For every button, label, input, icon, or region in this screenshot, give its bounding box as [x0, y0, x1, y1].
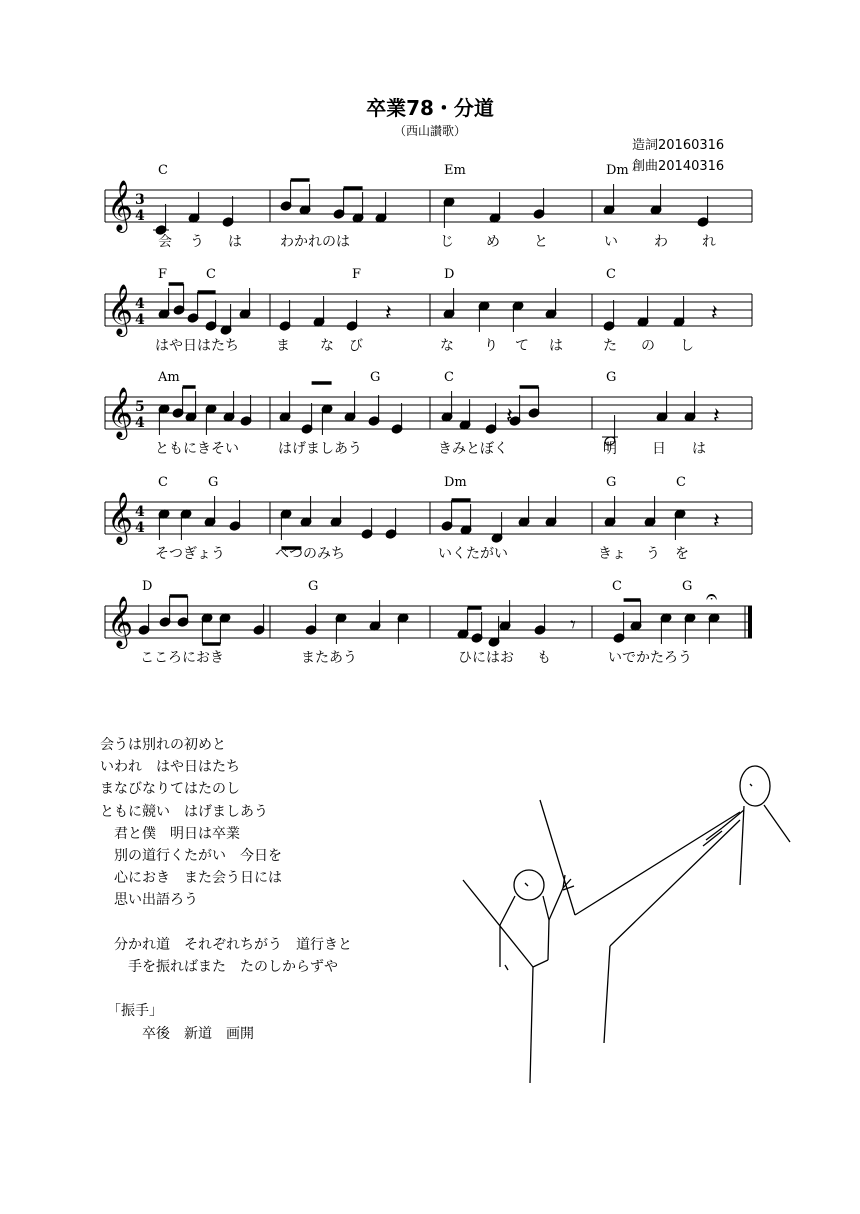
chord-symbol: Dm — [444, 475, 467, 490]
final-barline-thick — [748, 606, 752, 638]
lyric-syllable: び — [349, 338, 363, 354]
lyric-syllable: な — [320, 338, 334, 354]
lyric-syllable: 明 — [603, 441, 617, 457]
chord-symbol: D — [142, 579, 153, 594]
lyric-syllable: きみとぼく — [438, 441, 508, 457]
chord-symbol: F — [352, 267, 362, 282]
lyric-syllable: い — [604, 234, 618, 250]
quarter-rest-icon: 𝄾 — [570, 613, 576, 638]
poem-line: 会うは別れの初めと — [100, 737, 226, 753]
quarter-rest-icon: 𝄽 — [506, 404, 513, 429]
two-figures-illustration — [463, 766, 790, 1083]
chord-symbol: C — [606, 267, 616, 282]
lyric-syllable: と — [534, 234, 548, 250]
lyric-syllable: はや日はたち — [155, 338, 239, 354]
lyric-syllable: ともにきそい — [155, 441, 239, 457]
lyric-syllable: わ — [654, 234, 668, 250]
chord-symbol: G — [370, 370, 381, 385]
lyric-syllable: は — [228, 234, 242, 250]
quarter-rest-icon: 𝄽 — [385, 301, 392, 326]
poem-line — [100, 912, 352, 934]
lyric-syllable: ひにはお — [458, 650, 514, 666]
poem-text — [100, 734, 352, 1045]
treble-clef-icon: 𝄞 — [107, 492, 134, 543]
chord-symbol: Em — [444, 163, 466, 178]
poem-line: 別の道行くたがい 今日を — [100, 848, 282, 865]
staff-system — [105, 370, 752, 457]
quarter-rest-icon: 𝄽 — [711, 301, 718, 326]
lyric-syllable: は — [692, 441, 706, 457]
lyric-syllable: も — [537, 650, 551, 666]
time-signature-top: 4 — [135, 504, 145, 520]
chord-symbol: G — [606, 475, 617, 490]
lyric-syllable: の — [641, 338, 655, 354]
lyric-syllable: は — [549, 338, 563, 354]
poem-line: 思い出語ろう — [100, 892, 198, 909]
poem-line: 君と僕 明日は卒業 — [100, 825, 240, 842]
chord-symbol: C — [676, 475, 686, 490]
chord-symbol: C — [158, 475, 168, 490]
chord-symbol: C — [612, 579, 622, 594]
chord-symbol: Am — [158, 370, 180, 385]
time-signature-top: 5 — [135, 399, 145, 415]
time-signature-bottom: 4 — [135, 208, 145, 224]
lyric-syllable: う — [190, 234, 204, 250]
chord-symbol: G — [606, 370, 617, 385]
lyric-syllable: こころにおき — [140, 650, 224, 666]
lyric-syllable: わかれのは — [280, 234, 350, 250]
lyric-syllable: いでかたろう — [608, 650, 692, 666]
treble-clef-icon: 𝄞 — [107, 284, 134, 335]
poem-line — [100, 978, 352, 1000]
music-credit: 創曲20140316 — [632, 159, 725, 174]
treble-clef-icon: 𝄞 — [107, 387, 134, 438]
lyric-syllable: 日 — [652, 441, 666, 457]
lyric-syllable: め — [486, 234, 500, 250]
poem-line: 「振手」 — [100, 1003, 163, 1020]
treble-clef-icon: 𝄞 — [107, 596, 134, 647]
lyric-syllable: な — [440, 338, 454, 354]
quarter-rest-icon: 𝄽 — [713, 509, 720, 534]
time-signature-bottom: 4 — [135, 520, 145, 536]
staff-system — [105, 163, 752, 250]
chord-symbol: C — [158, 163, 168, 178]
staff-system — [105, 579, 752, 666]
lyric-syllable: ま — [276, 338, 290, 354]
lyric-syllable: 会 — [158, 234, 172, 250]
lyrics-credit: 造詞20160316 — [632, 138, 725, 153]
song-subtitle: （西山讃歌） — [393, 124, 466, 138]
lyric-syllable: う — [646, 546, 660, 562]
time-signature-top: 4 — [135, 296, 145, 312]
poem-line: まなびなりてはたのし — [100, 781, 240, 798]
lyric-syllable: じ — [440, 234, 454, 250]
time-signature-top: 3 — [135, 192, 145, 208]
poem-line: 手を振ればまた たのしからずや — [100, 959, 338, 976]
treble-clef-icon: 𝄞 — [107, 180, 134, 231]
quarter-rest-icon: 𝄽 — [713, 404, 720, 429]
chord-symbol: G — [682, 579, 693, 594]
lyric-syllable: きょ — [598, 546, 626, 562]
lyric-syllable: そつぎょう — [155, 546, 225, 562]
chord-symbol: C — [444, 370, 454, 385]
chord-symbol: G — [208, 475, 219, 490]
chord-symbol: F — [158, 267, 168, 282]
chord-symbol: G — [308, 579, 319, 594]
lyric-syllable: し — [680, 338, 694, 354]
poem-line: いわれ はや日はたち — [100, 759, 240, 776]
poem-line: 卒後 新道 画開 — [100, 1025, 254, 1042]
staff-system — [105, 475, 752, 562]
time-signature-bottom: 4 — [135, 312, 145, 328]
chord-symbol: D — [444, 267, 455, 282]
lyric-syllable: て — [515, 338, 529, 354]
head-right — [740, 766, 770, 806]
lyric-syllable: れ — [702, 234, 716, 250]
chord-symbol: Dm — [606, 163, 629, 178]
poem-line: ともに競い はげましあう — [100, 803, 268, 820]
head-left — [514, 870, 544, 900]
time-signature-bottom: 4 — [135, 415, 145, 431]
song-title: 卒業78・分道 — [366, 96, 494, 120]
poem-line: 分かれ道 それぞれちがう 道行きと — [100, 936, 352, 953]
lyric-syllable: べつのみち — [275, 546, 345, 562]
lyric-syllable: を — [675, 546, 689, 562]
fermata-icon: 𝄐 — [706, 584, 718, 608]
chord-symbol: C — [206, 267, 216, 282]
poem-line: 心におき また会う日には — [100, 870, 282, 887]
staff-system — [105, 267, 752, 354]
lyric-syllable: り — [484, 338, 498, 354]
lyric-syllable: た — [603, 338, 617, 354]
lyric-syllable: またあう — [301, 650, 357, 666]
lyric-syllable: いくたがい — [438, 546, 508, 562]
lyric-syllable: はげましあう — [278, 441, 362, 457]
